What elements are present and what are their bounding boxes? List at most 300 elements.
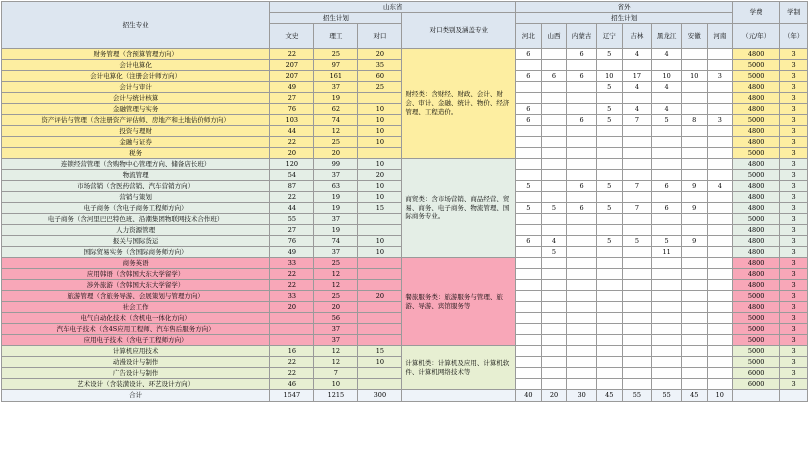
plan-duikou [358, 148, 402, 159]
plan-wenshi: 22 [270, 280, 314, 291]
province-quota [516, 126, 542, 137]
major-name: 会计电算化（注册会计师方向） [2, 71, 270, 82]
total-wenshi: 1547 [270, 390, 314, 402]
province-quota [541, 269, 567, 280]
province-quota [681, 126, 707, 137]
province-quota [541, 60, 567, 71]
province-quota [622, 214, 652, 225]
table-row [2, 159, 808, 170]
plan-duikou [358, 225, 402, 236]
total-category-blank [402, 390, 516, 402]
province-quota [516, 357, 542, 368]
study-years: 3 [780, 313, 808, 324]
tuition-fee: 5000 [733, 291, 780, 302]
province-quota [596, 335, 622, 346]
province-quota: 5 [596, 181, 622, 192]
province-quota: 4 [622, 82, 652, 93]
province-quota: 4 [622, 104, 652, 115]
tuition-fee: 4800 [733, 236, 780, 247]
province-quota [652, 302, 682, 313]
tuition-fee: 5000 [733, 335, 780, 346]
plan-duikou: 10 [358, 236, 402, 247]
tuition-fee: 5000 [733, 324, 780, 335]
plan-duikou [358, 93, 402, 104]
province-quota [622, 192, 652, 203]
province-quota [652, 357, 682, 368]
province-quota [681, 49, 707, 60]
plan-duikou [358, 302, 402, 313]
province-quota [541, 93, 567, 104]
province-quota: 6 [652, 181, 682, 192]
plan-duikou [358, 214, 402, 225]
tuition-fee: 5000 [733, 214, 780, 225]
province-quota [681, 346, 707, 357]
plan-wenshi: 22 [270, 49, 314, 60]
header-province: 河北 [516, 24, 542, 49]
province-quota [596, 225, 622, 236]
province-quota [541, 104, 567, 115]
plan-duikou: 25 [358, 82, 402, 93]
province-quota: 5 [541, 247, 567, 258]
plan-ligong: 99 [314, 159, 358, 170]
province-quota [707, 346, 733, 357]
province-quota [596, 357, 622, 368]
plan-duikou: 10 [358, 104, 402, 115]
plan-duikou: 60 [358, 71, 402, 82]
province-quota [541, 159, 567, 170]
plan-duikou: 10 [358, 159, 402, 170]
province-quota [516, 247, 542, 258]
province-quota [541, 335, 567, 346]
table-row [2, 49, 808, 60]
major-name: 商务英语 [2, 258, 270, 269]
plan-wenshi: 33 [270, 258, 314, 269]
major-name: 营销与策划 [2, 192, 270, 203]
province-quota [681, 104, 707, 115]
province-quota [516, 82, 542, 93]
study-years: 3 [780, 302, 808, 313]
province-quota [567, 269, 597, 280]
plan-wenshi: 120 [270, 159, 314, 170]
total-province-quota: 45 [596, 390, 622, 402]
plan-wenshi: 44 [270, 126, 314, 137]
plan-wenshi: 16 [270, 346, 314, 357]
total-province-quota: 40 [516, 390, 542, 402]
province-quota [567, 148, 597, 159]
major-name: 涉外旅游（含韩国大东大学留学） [2, 280, 270, 291]
province-quota [596, 247, 622, 258]
header-duikou: 对口 [358, 24, 402, 49]
plan-duikou: 10 [358, 137, 402, 148]
province-quota [681, 335, 707, 346]
province-quota [516, 324, 542, 335]
province-quota [516, 93, 542, 104]
province-quota: 6 [567, 115, 597, 126]
major-name: 连锁经营管理（含购物中心管理方向、储备店长班） [2, 159, 270, 170]
province-quota [652, 225, 682, 236]
province-quota [652, 93, 682, 104]
province-quota [622, 291, 652, 302]
province-quota [516, 291, 542, 302]
province-quota [622, 346, 652, 357]
tuition-fee: 4800 [733, 280, 780, 291]
plan-ligong: 12 [314, 346, 358, 357]
province-quota [681, 302, 707, 313]
province-quota [707, 137, 733, 148]
province-quota [596, 280, 622, 291]
province-quota [516, 269, 542, 280]
tuition-fee: 4800 [733, 302, 780, 313]
plan-wenshi: 22 [270, 357, 314, 368]
plan-ligong: 62 [314, 104, 358, 115]
province-quota: 6 [541, 71, 567, 82]
plan-ligong: 19 [314, 192, 358, 203]
province-quota [681, 291, 707, 302]
plan-ligong: 12 [314, 126, 358, 137]
province-quota: 10 [652, 71, 682, 82]
province-quota [681, 170, 707, 181]
study-years: 3 [780, 71, 808, 82]
study-years: 3 [780, 324, 808, 335]
study-years: 3 [780, 280, 808, 291]
tuition-fee: 4800 [733, 104, 780, 115]
province-quota [622, 379, 652, 390]
province-quota [516, 379, 542, 390]
province-quota [622, 335, 652, 346]
province-quota [681, 357, 707, 368]
category-description: 计算机类：计算机及应用、计算机软件、计算机网络技术等 [402, 346, 516, 390]
major-name: 应用电子技术（含电子工程师方向） [2, 335, 270, 346]
province-quota [652, 192, 682, 203]
province-quota [707, 104, 733, 115]
plan-wenshi: 22 [270, 192, 314, 203]
province-quota: 5 [596, 115, 622, 126]
major-name: 会计电算化 [2, 60, 270, 71]
plan-wenshi: 33 [270, 291, 314, 302]
plan-wenshi: 87 [270, 181, 314, 192]
province-quota [652, 170, 682, 181]
province-quota [596, 93, 622, 104]
tuition-fee: 5000 [733, 346, 780, 357]
province-quota: 9 [681, 203, 707, 214]
province-quota [652, 126, 682, 137]
plan-wenshi: 49 [270, 247, 314, 258]
plan-duikou: 10 [358, 357, 402, 368]
province-quota [622, 258, 652, 269]
header-shandong: 山东省 [270, 2, 516, 13]
province-quota [652, 313, 682, 324]
province-quota [652, 137, 682, 148]
plan-ligong: 37 [314, 324, 358, 335]
province-quota [596, 192, 622, 203]
major-name: 报关与国际货运 [2, 236, 270, 247]
major-name: 电子商务（含河里巴巴特色班、沿潮集团物联网技术合作班） [2, 214, 270, 225]
province-quota [622, 269, 652, 280]
province-quota [652, 280, 682, 291]
tuition-fee: 4800 [733, 126, 780, 137]
province-quota [567, 82, 597, 93]
province-quota [596, 148, 622, 159]
plan-ligong: 63 [314, 181, 358, 192]
major-name: 艺术设计（含装潢设计、环艺设计方向） [2, 379, 270, 390]
province-quota [652, 379, 682, 390]
province-quota [707, 192, 733, 203]
total-fee-blank [733, 390, 780, 402]
province-quota [516, 302, 542, 313]
plan-wenshi: 22 [270, 269, 314, 280]
province-quota [681, 225, 707, 236]
province-quota: 5 [596, 203, 622, 214]
plan-duikou: 15 [358, 346, 402, 357]
province-quota [652, 368, 682, 379]
province-quota: 8 [681, 115, 707, 126]
total-province-quota: 20 [541, 390, 567, 402]
study-years: 3 [780, 192, 808, 203]
major-name: 动漫设计与制作 [2, 357, 270, 368]
province-quota [622, 357, 652, 368]
plan-wenshi: 207 [270, 60, 314, 71]
province-quota [596, 291, 622, 302]
major-name: 人力资源管理 [2, 225, 270, 236]
total-ligong: 1215 [314, 390, 358, 402]
study-years: 3 [780, 170, 808, 181]
plan-wenshi: 76 [270, 236, 314, 247]
major-name: 广告设计与制作 [2, 368, 270, 379]
province-quota [622, 60, 652, 71]
province-quota: 6 [567, 203, 597, 214]
province-quota [516, 148, 542, 159]
plan-ligong: 25 [314, 258, 358, 269]
plan-duikou [358, 269, 402, 280]
province-quota [652, 269, 682, 280]
province-quota: 3 [707, 71, 733, 82]
province-quota [541, 225, 567, 236]
study-years: 3 [780, 258, 808, 269]
plan-ligong: 12 [314, 280, 358, 291]
study-years: 3 [780, 181, 808, 192]
plan-ligong: 12 [314, 357, 358, 368]
province-quota [652, 214, 682, 225]
header-province: 黑龙江 [652, 24, 682, 49]
province-quota [681, 192, 707, 203]
plan-ligong: 37 [314, 214, 358, 225]
plan-ligong: 12 [314, 269, 358, 280]
province-quota [707, 302, 733, 313]
province-quota: 6 [516, 71, 542, 82]
province-quota: 6 [567, 71, 597, 82]
province-quota [541, 181, 567, 192]
plan-wenshi: 55 [270, 214, 314, 225]
study-years: 3 [780, 49, 808, 60]
plan-ligong: 37 [314, 247, 358, 258]
province-quota: 10 [681, 71, 707, 82]
total-province-quota: 30 [567, 390, 597, 402]
table-row [2, 346, 808, 357]
study-years: 3 [780, 148, 808, 159]
enrollment-plan-table [1, 1, 808, 402]
province-quota [516, 335, 542, 346]
province-quota [681, 137, 707, 148]
study-years: 3 [780, 214, 808, 225]
plan-ligong: 20 [314, 302, 358, 313]
plan-wenshi [270, 313, 314, 324]
plan-ligong: 37 [314, 170, 358, 181]
province-quota: 9 [681, 181, 707, 192]
total-province-quota: 55 [622, 390, 652, 402]
header-categories: 对口类别及涵盖专业 [402, 13, 516, 49]
province-quota [622, 170, 652, 181]
province-quota [681, 60, 707, 71]
tuition-fee: 5000 [733, 313, 780, 324]
header-ligong: 理工 [314, 24, 358, 49]
province-quota [707, 159, 733, 170]
plan-duikou: 10 [358, 192, 402, 203]
province-quota [541, 137, 567, 148]
province-quota [622, 324, 652, 335]
plan-ligong: 74 [314, 115, 358, 126]
province-quota [567, 60, 597, 71]
study-years: 3 [780, 126, 808, 137]
province-quota [567, 126, 597, 137]
study-years: 3 [780, 236, 808, 247]
province-quota [516, 137, 542, 148]
province-quota [516, 313, 542, 324]
province-quota: 5 [652, 115, 682, 126]
tuition-fee: 5000 [733, 357, 780, 368]
province-quota [652, 60, 682, 71]
province-quota [596, 170, 622, 181]
header-outside: 省外 [516, 2, 733, 13]
plan-ligong: 19 [314, 225, 358, 236]
major-name: 会计与审计 [2, 82, 270, 93]
province-quota [596, 258, 622, 269]
province-quota [541, 313, 567, 324]
study-years: 3 [780, 203, 808, 214]
province-quota [707, 313, 733, 324]
province-quota [567, 335, 597, 346]
major-name: 税务 [2, 148, 270, 159]
province-quota [541, 49, 567, 60]
plan-wenshi: 54 [270, 170, 314, 181]
province-quota [541, 280, 567, 291]
header-fee: 学费 [733, 2, 780, 24]
table-row [2, 258, 808, 269]
province-quota [516, 192, 542, 203]
major-name: 物流管理 [2, 170, 270, 181]
province-quota: 7 [622, 115, 652, 126]
province-quota: 6 [516, 236, 542, 247]
province-quota: 4 [541, 236, 567, 247]
province-quota [541, 357, 567, 368]
header-province: 吉林 [622, 24, 652, 49]
province-quota: 4 [652, 49, 682, 60]
tuition-fee: 4800 [733, 247, 780, 258]
province-quota [541, 126, 567, 137]
province-quota [707, 280, 733, 291]
province-quota [652, 148, 682, 159]
province-quota [681, 159, 707, 170]
plan-duikou: 35 [358, 60, 402, 71]
tuition-fee: 4800 [733, 137, 780, 148]
province-quota [707, 214, 733, 225]
major-name: 金融管理与实务 [2, 104, 270, 115]
tuition-fee: 5000 [733, 60, 780, 71]
province-quota [567, 258, 597, 269]
plan-wenshi: 22 [270, 368, 314, 379]
province-quota [516, 258, 542, 269]
province-quota [707, 368, 733, 379]
province-quota [622, 148, 652, 159]
study-years: 3 [780, 269, 808, 280]
province-quota [622, 137, 652, 148]
plan-ligong: 37 [314, 82, 358, 93]
province-quota: 6 [516, 104, 542, 115]
province-quota [567, 324, 597, 335]
tuition-fee: 4800 [733, 181, 780, 192]
major-name: 国际贸易实务（含国际商务师方向） [2, 247, 270, 258]
plan-wenshi: 27 [270, 93, 314, 104]
province-quota [516, 170, 542, 181]
province-quota [596, 137, 622, 148]
plan-wenshi [270, 324, 314, 335]
tuition-fee: 4800 [733, 192, 780, 203]
total-duikou: 300 [358, 390, 402, 402]
province-quota [516, 214, 542, 225]
major-name: 计算机应用技术 [2, 346, 270, 357]
plan-ligong: 37 [314, 335, 358, 346]
province-quota [541, 115, 567, 126]
province-quota: 6 [567, 49, 597, 60]
study-years: 3 [780, 93, 808, 104]
study-years: 3 [780, 159, 808, 170]
study-years: 3 [780, 115, 808, 126]
major-name: 应用韩语（含韩国大东大学留学） [2, 269, 270, 280]
province-quota [681, 82, 707, 93]
header-fee-unit: （元/年） [733, 24, 780, 49]
header-province: 辽宁 [596, 24, 622, 49]
plan-duikou: 10 [358, 115, 402, 126]
tuition-fee: 6000 [733, 368, 780, 379]
province-quota [541, 291, 567, 302]
header-plan-outside: 招生计划 [516, 13, 733, 24]
province-quota: 5 [596, 49, 622, 60]
plan-wenshi: 46 [270, 379, 314, 390]
province-quota: 6 [652, 203, 682, 214]
province-quota [681, 379, 707, 390]
province-quota [596, 313, 622, 324]
province-quota [622, 93, 652, 104]
province-quota [596, 159, 622, 170]
province-quota: 5 [596, 104, 622, 115]
province-quota [707, 82, 733, 93]
header-province: 河南 [707, 24, 733, 49]
province-quota [622, 126, 652, 137]
province-quota [596, 302, 622, 313]
province-quota: 4 [652, 104, 682, 115]
study-years: 3 [780, 225, 808, 236]
province-quota [596, 214, 622, 225]
province-quota [681, 148, 707, 159]
plan-wenshi: 103 [270, 115, 314, 126]
province-quota [652, 346, 682, 357]
plan-ligong: 20 [314, 148, 358, 159]
province-quota [567, 192, 597, 203]
plan-wenshi: 207 [270, 71, 314, 82]
province-quota: 17 [622, 71, 652, 82]
province-quota [596, 324, 622, 335]
plan-wenshi: 44 [270, 203, 314, 214]
province-quota: 9 [681, 236, 707, 247]
